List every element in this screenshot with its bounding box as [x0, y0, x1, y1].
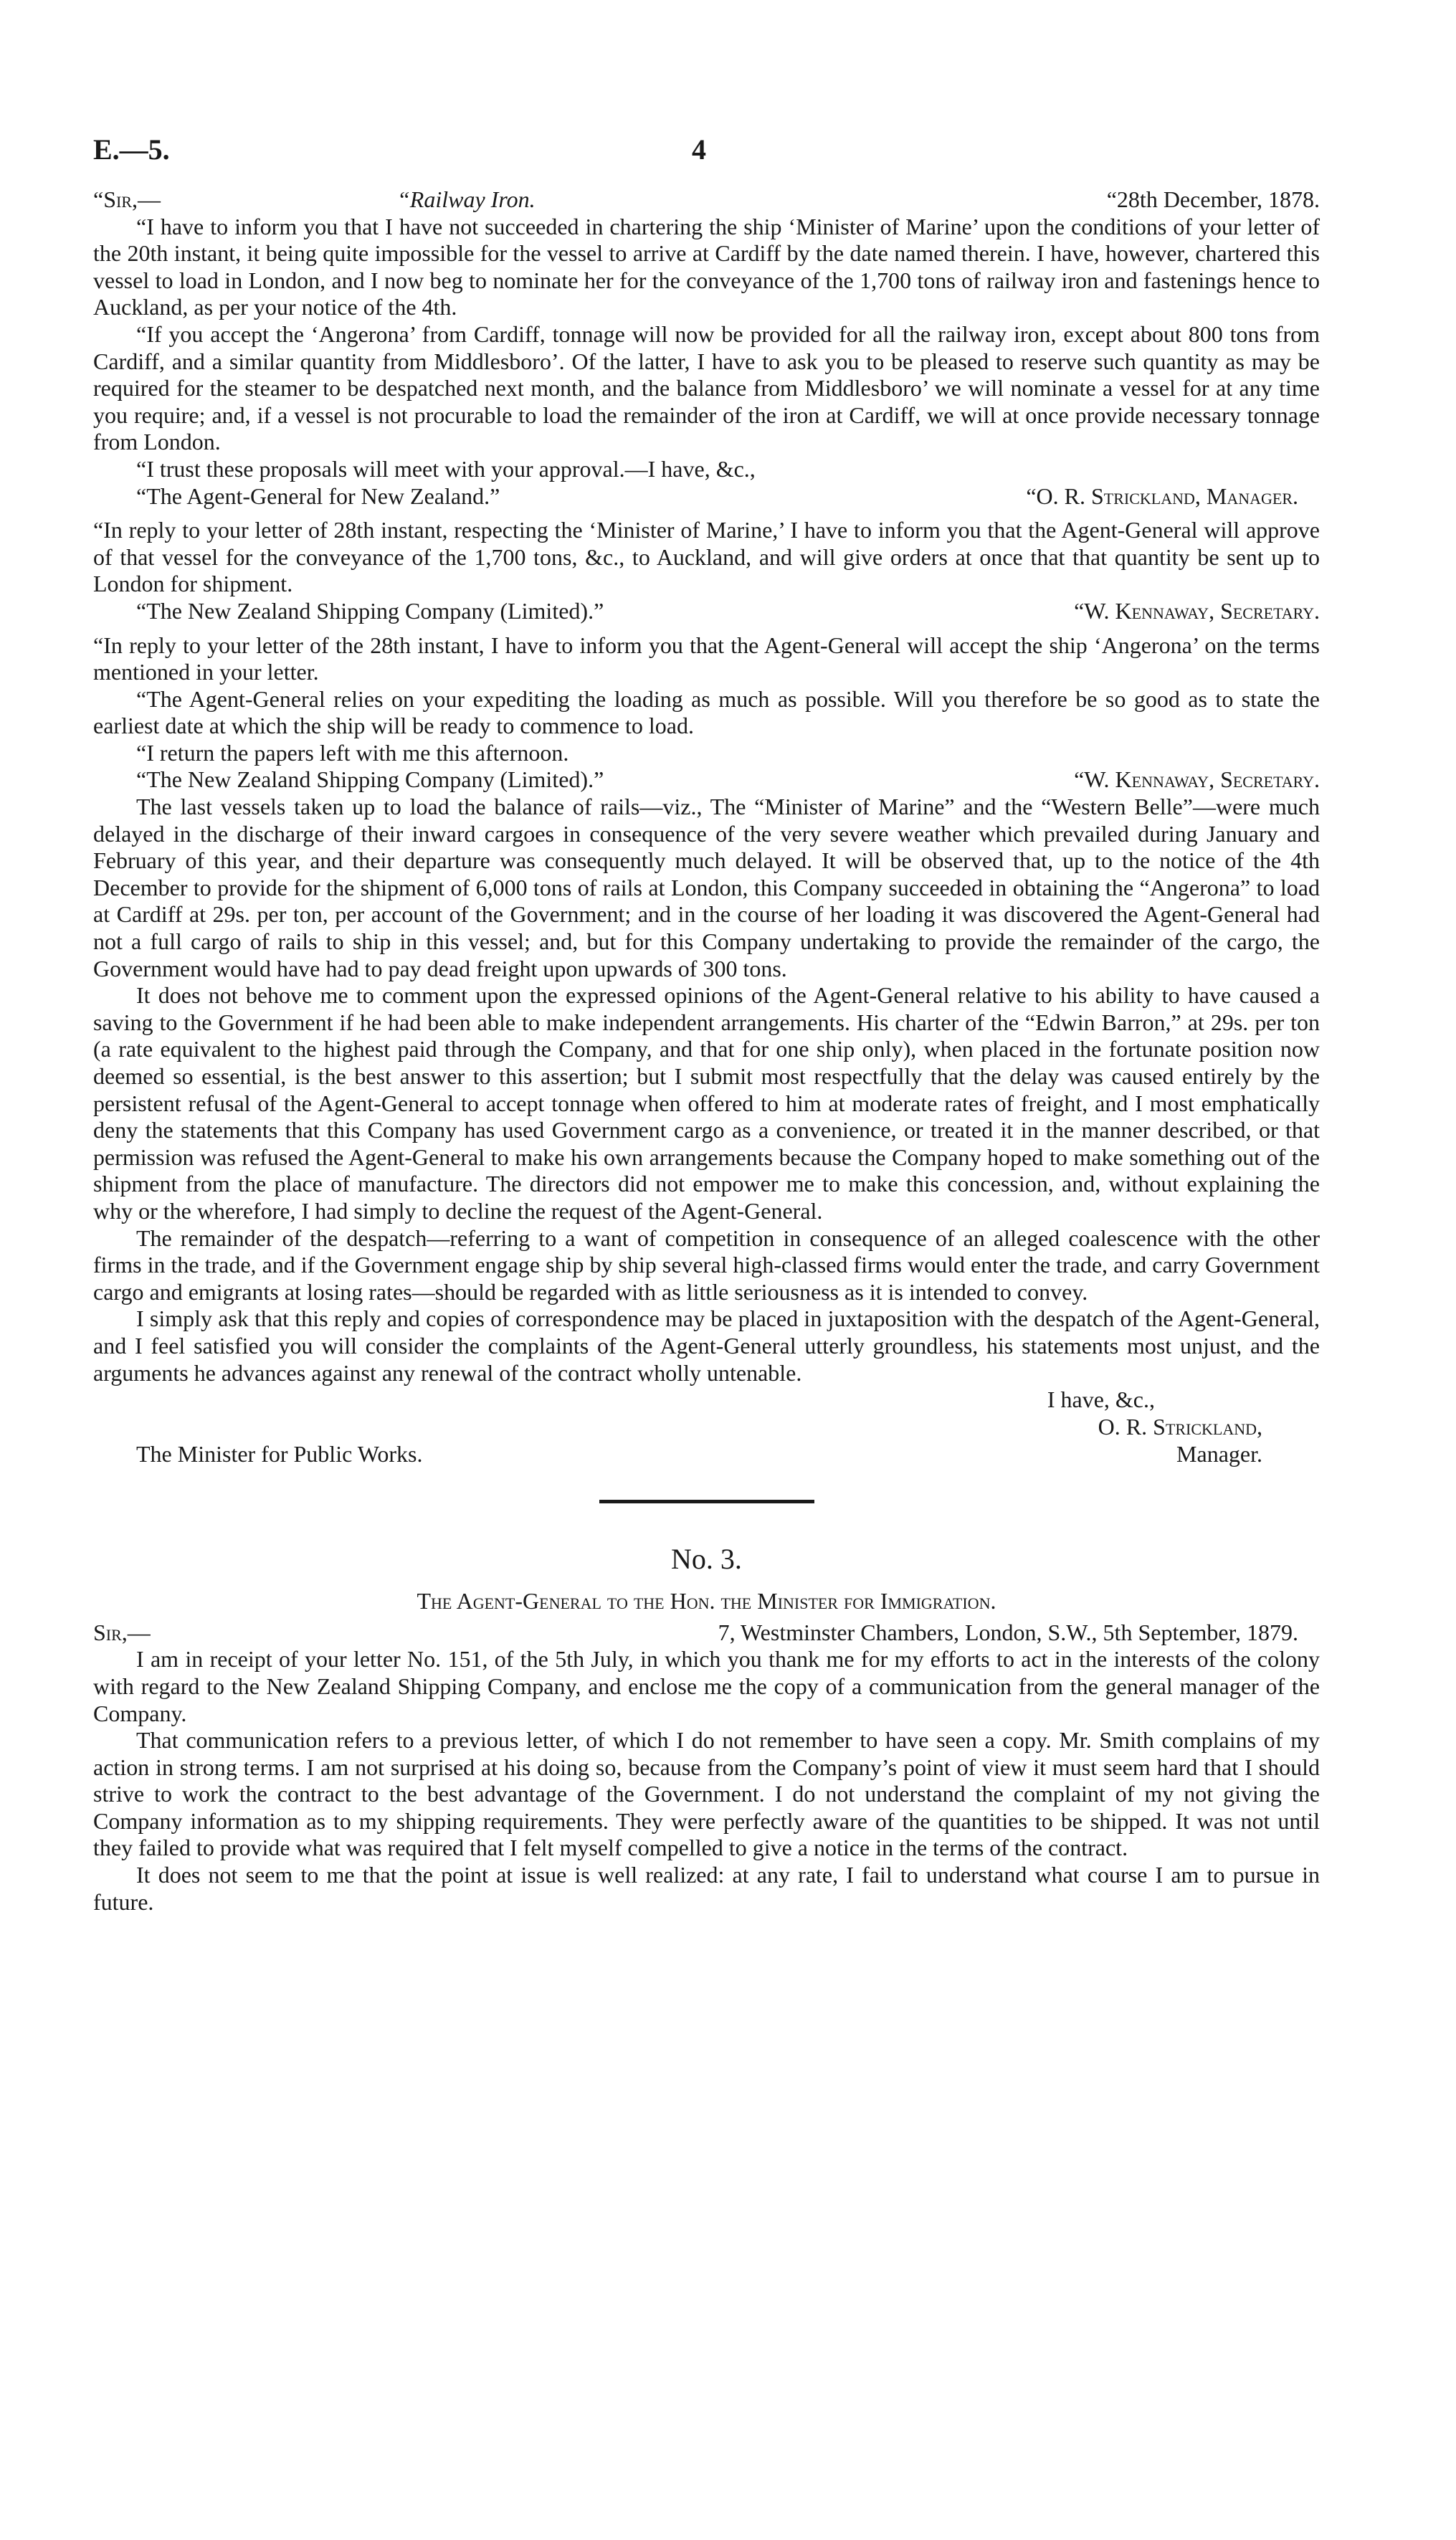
section-paragraph: It does not seem to me that the point at issue is well realized: at any rate, I fail to understand what course I am to pursue in future.	[93, 1862, 1320, 1915]
letter-paragraph: “I return the papers left with me this afternoon.	[136, 739, 569, 766]
section-divider	[599, 1500, 814, 1503]
section-heading-row	[93, 1619, 1320, 1647]
letter-signature: “W. Kennaway, Secretary.	[1074, 766, 1320, 793]
section-salutation: Sir,—	[93, 1619, 151, 1645]
section-address-date: 7, Westminster Chambers, London, S.W., 5th September, 1879.	[718, 1619, 1298, 1645]
letter-reply-minister-of-marine	[93, 517, 1320, 624]
letter-paragraph: “In reply to your letter of 28th instant, respecting the ‘Minister of Marine,’ I have to inform you that the Agent-General will approve of that vessel for the conveyance of the 1,700 tons, &c., to Auckland, and will give orders at once that that quantity be sent up to London for shipment.	[93, 517, 1320, 597]
paper-reference: E.—5.	[93, 133, 170, 166]
letter-signature: “W. Kennaway, Secretary.	[1074, 597, 1320, 624]
letter-paragraph: “In reply to your letter of the 28th instant, I have to inform you that the Agent-General will accept the ship ‘Angerona’ on the terms mentioned in your letter.	[93, 632, 1320, 685]
letter-paragraph: “If you accept the ‘Angerona’ from Cardiff, tonnage will now be provided for all the railway iron, except about 800 tons from Cardiff, and a similar quantity from Middlesboro’. Of the latter, I have to ask you to be pleased to reserve such quantity as may be required for the steamer to be despatched next month, and the balance from Middlesboro’ we will nominate a vessel for at any time you require; and, if a vessel is not procurable to load the remainder of the iron at Cardiff, we will at once provide necessary tonnage from London.	[93, 320, 1320, 455]
section-no-3	[93, 1541, 1320, 1916]
letter-paragraph: “The Agent-General relies on your expediting the loading as much as possible. Will you therefore be so good as to state the earliest date at which the ship will be ready to commence to load.	[93, 685, 1320, 739]
letter-signoff-row	[93, 766, 1320, 794]
closing-ihave: I have, &c.,	[1047, 1386, 1155, 1413]
section-subtitle: The Agent-General to the Hon. the Minister for Immigration.	[417, 1588, 996, 1614]
body-paragraph: It does not behove me to comment upon the expressed opinions of the Agent-General relative to his ability to have caused a saving to the Government if he had been able to make independent arrangements. His charter of the “Edwin Barron,” at 29s. per ton (a rate equivalent to the highest paid through the Company, and that for one ship only), when placed in the fortunate position now deemed so essential, is the best answer to this assertion; but I submit most respectfully that the delay was caused entirely by the persistent refusal of the Agent-General to accept tonnage when offered to him at moderate rates of freight, and I most emphatically deny the statements that this Company has used Government cargo as a convenience, or treated it in the manner described, or that permission was refused the Agent-General to make his own arrangements because the Company hoped to make something out of the shipment from the place of manufacture. The directors did not empower me to make this concession, and, without explaining the why or the wherefore, I had simply to decline the request of the Agent-General.	[93, 982, 1320, 1224]
letter-addressee: “The Agent-General for New Zealand.”	[136, 482, 500, 509]
letter-railway-iron	[93, 186, 1320, 510]
closing-name: O. R. Strickland,	[1098, 1414, 1262, 1440]
body-paragraph: I simply ask that this reply and copies of correspondence may be placed in juxtaposition with the despatch of the Agent-General, and I feel satisfied you will consider the complaints of the Agent-General utterly groundless, his statements most unjust, and the arguments he advances against any renewal of the contract wholly untenable.	[93, 1305, 1320, 1386]
section-number: No. 3.	[671, 1543, 742, 1576]
letter-heading-row	[93, 186, 1320, 214]
letter-reply-angerona	[93, 632, 1320, 794]
letter-date: “28th December, 1878.	[1106, 186, 1320, 212]
manager-response-body	[93, 794, 1320, 1386]
body-paragraph: The remainder of the despatch—referring to a want of competition in consequence of an alleged coalescence with the other firms in the trade, and if the Government engage ship by ship several high-classed firms would enter the trade, and carry Government cargo and emigrants at losing rates—should be regarded with as little seriousness as it is intended to convey.	[93, 1224, 1320, 1305]
letter-addressee: “The New Zealand Shipping Company (Limited).”	[136, 597, 604, 624]
letter-signature: “O. R. Strickland, Manager.	[1026, 482, 1298, 509]
closing-addressee: The Minister for Public Works.	[136, 1441, 423, 1468]
letter-signoff-row	[93, 598, 1320, 625]
letter-signoff-row	[93, 483, 1320, 510]
letter-subject: “Railway Iron.	[397, 186, 536, 212]
closing-title: Manager.	[1176, 1441, 1262, 1468]
closing-block	[93, 1386, 1320, 1473]
body-paragraph: The last vessels taken up to load the balance of rails—viz., The “Minister of Marine” and the “Western Belle”—were much delayed in the discharge of their inward cargoes in consequence of the very severe weather which prevailed during January and February of this year, and their departure was consequently much delayed. It will be observed that, up to the notice of the 4th December to provide for the shipment of 6,000 tons of rails at London, this Company succeeded in obtaining the “Angerona” to load at Cardiff at 29s. per ton, per account of the Government; and in the course of her loading it was discovered the Agent-General had not a full cargo of rails to ship in this vessel; and, but for this Company undertaking to provide the remainder of the cargo, the Government would have had to pay dead freight upon upwards of 300 tons.	[93, 794, 1320, 981]
letter-paragraph: “I trust these proposals will meet with your approval.—I have, &c.,	[136, 455, 756, 482]
letter-addressee: “The New Zealand Shipping Company (Limited).”	[136, 766, 604, 793]
section-paragraph: That communication refers to a previous letter, of which I do not remember to have seen a copy. Mr. Smith complains of my action in strong terms. I am not surprised at his doing so, because from the Company’s point of view it must seem hard that I should strive to work the contract to the best advantage of the Government. I do not understand the complaint of my not giving the Company information as to my shipping requirements. They were perfectly aware of the quantities to be shipped. It was not until they failed to provide what was required that I felt myself compelled to give a notice in the terms of the contract.	[93, 1727, 1320, 1861]
page-number: 4	[692, 133, 706, 166]
page-header	[93, 133, 1320, 186]
letter-salutation: “Sir,—	[93, 186, 161, 212]
letter-paragraph: “I have to inform you that I have not succeeded in chartering the ship ‘Minister of Marine’ upon the conditions of your letter of the 20th instant, it being quite impossible for the vessel to arrive at Cardiff by the date named therein. I have, however, chartered this vessel to load in London, and I now beg to nominate her for the conveyance of the 1,700 tons of railway iron and fastenings hence to Auckland, as per your notice of the 4th.	[93, 213, 1320, 320]
section-paragraph: I am in receipt of your letter No. 151, of the 5th July, in which you thank me for my efforts to act in the interests of the colony with regard to the New Zealand Shipping Company, and enclose me the copy of a communication from the general manager of the Company.	[93, 1646, 1320, 1726]
